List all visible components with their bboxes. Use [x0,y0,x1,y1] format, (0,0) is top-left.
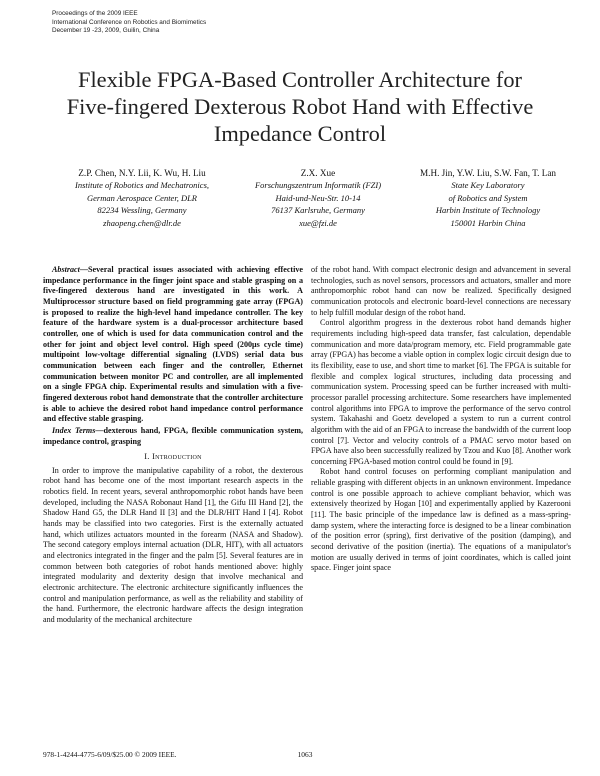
author-affiliation: of Robotics and System [448,192,528,203]
author-block-fzi [233,167,403,229]
paper-title [30,66,570,147]
author-email: zhaopeng.chen@dlr.de [103,217,181,228]
paragraph: In order to improve the manipulative capability of a robot, the dexterous robot hand has become one of the most important research aspects in the robotics field. In recent years, several anthropomorphic robot hands have been developed, including the NASA Robonaut Hand [1], the Gifu III Hand [2], the Shadow Hand G5, the DLR Hand II [3] and the DLR/HIT Hand I [4]. Robot hands may be classified into two categories. First is the externally actuated hand, which utilizes actuators mounted in the forearm (NASA and Shadow). The second category employs internal actuation (DLR, HIT), with all actuators and electronics integrated in the finger and the palm [5]. Several features are in common between both categories of robot hands mentioned above: highly integrated modularity and dexterity design that involve mechanical and electronic architecture. The electronic architecture significantly influences the control and manipulation performance, as well as the reliability and stability of the hand. Furthermore, the electronic hardware affects the design integration and modularity of the mechanical architecture [43,465,303,624]
author-affiliation: German Aerospace Center, DLR [86,192,197,203]
title-line-2: Five-fingered Dexterous Robot Hand with Effective [66,94,534,119]
title-line-1: Flexible FPGA-Based Controller Architecture for [78,67,522,92]
conference-line-1: Proceedings of the 2009 IEEE [52,10,138,17]
conference-line-3: December 19 -23, 2009, Guilin, China [52,27,160,35]
author-affiliation: 76137 Karlsruhe, Germany [271,205,365,216]
author-block-dlr [42,167,242,229]
title-line-3: Impedance Control [213,121,387,146]
author-affiliation: Institute of Robotics and Mechatronics, [74,180,209,191]
author-email: xue@fzi.de [299,217,337,228]
author-affiliation: Haid-und-Neu-Str. 10-14 [275,192,361,203]
abstract-dash: — [79,265,88,274]
page-number: 1063 [297,750,313,759]
paragraph: of the robot hand. With compact electronic design and advancement in several technologies, such as novel sensors, processors and actuators, smaller and more anthropomorphic robot hand can now be realized. Specifically designed communication protocols and electronic board-level connections are necessary to help fulfill modular design of the robot hand. [311,265,571,317]
author-affiliation: Harbin Institute of Technology [435,205,541,216]
abstract-label: Abstract [52,265,80,274]
author-affiliation: State Key Laboratory [451,180,525,191]
index-terms-label: Index Terms [52,425,96,435]
author-names: M.H. Jin, Y.W. Liu, S.W. Fan, T. Lan [419,168,557,178]
author-affiliation: Forschungszentrum Informatik (FZI) [254,180,382,191]
conference-line-2: International Conference on Robotics and Biomimetics [52,18,207,26]
author-names: Z.P. Chen, N.Y. Lii, K. Wu, H. Liu [78,168,206,178]
conference-header [52,10,206,36]
author-block-hit [398,167,578,229]
author-affiliation: 82234 Wessling, Germany [97,205,187,216]
author-names: Z.X. Xue [300,168,336,178]
paragraph: Robot hand control focuses on performing compliant manipulation and reliable grasping with different objects in an unknown environment. Impedance control is one possible approach to achieve compliant behavior, which was extensively theorized by Hogan [10] and experimentally applied by Kazerooni [11]. The basic principle of the impedance law is defined as a mass-spring-damp system, where the interacting force is designed to be a linear combination of the position error (spring), first derivative of the position (damping), and second derivative of the position (inertia). The equations of a manipulator's motion are usually derived in terms of joint coordinates, which is called joint space. Finger joint space [311,467,571,573]
author-affiliation: 150001 Harbin China [450,217,526,228]
left-column [43,265,303,626]
index-terms-dash: — [95,425,104,435]
isbn-footer: 978-1-4244-4775-6/09/$25.00 © 2009 IEEE. [43,750,177,759]
index-terms-text: dexterous hand, FPGA, flexible communication system, impedance control, grasping [43,425,303,446]
right-column [311,265,571,574]
section-heading: I. Introduction [144,452,202,462]
index-terms [43,426,303,447]
abstract-text: Several practical issues associated with achieving effective impedance performance in the finger joint space and stable grasping on a five-fingered dexterous hand are investigated in this work. A Multiprocessor structure based on field programming gate array (FPGA) is proposed to realize the high-level hand impedance controller. The key feature of the hardware system is a dual-processor architecture based controller, one of which is used for data communication control and the other for joint and object level control. High speed (200μs cycle time) multipoint low-voltage differential signaling (LVDS) serial data bus communication between each finger and the controller, Ethernet communication between monitor PC and controller, are all implemented on a single FPGA chip. Experimental results and simulation with a five-fingered dexterous robot hand demonstrate that the controller architecture is able to achieve the desired robot hand impedance control performance and effective stable grasping. [43,265,303,424]
paragraph: Control algorithm progress in the dexterous robot hand demands higher requirements including high-speed data transfer, fast calculation, dependable communication and more data/program memory, etc. Field programmable gate array (FPGA) has become a viable option in complex logic circuit design due to its flexibility, ease to use, and short time to market [6]. The FPGA is suitable for flexible and complex logical structures, including data processing and communication system. Processing speed can be further increased with multi-processor parallel processing architecture. Some researchers have implemented control algorithms into FPGA to improve the performance of the servo control system. Takahashi and Goetz developed a system to run a current control algorithm with the aid of an FPGA to increase the bandwidth of the current loop control [7]. Vector and velocity controls of a PMAC servo motor based on FPGA have also been successfully realized by Tzou and Kuo [8]. Another work concerning FPGA-based motion control could be found in [9]. [311,318,571,466]
abstract [43,265,303,425]
